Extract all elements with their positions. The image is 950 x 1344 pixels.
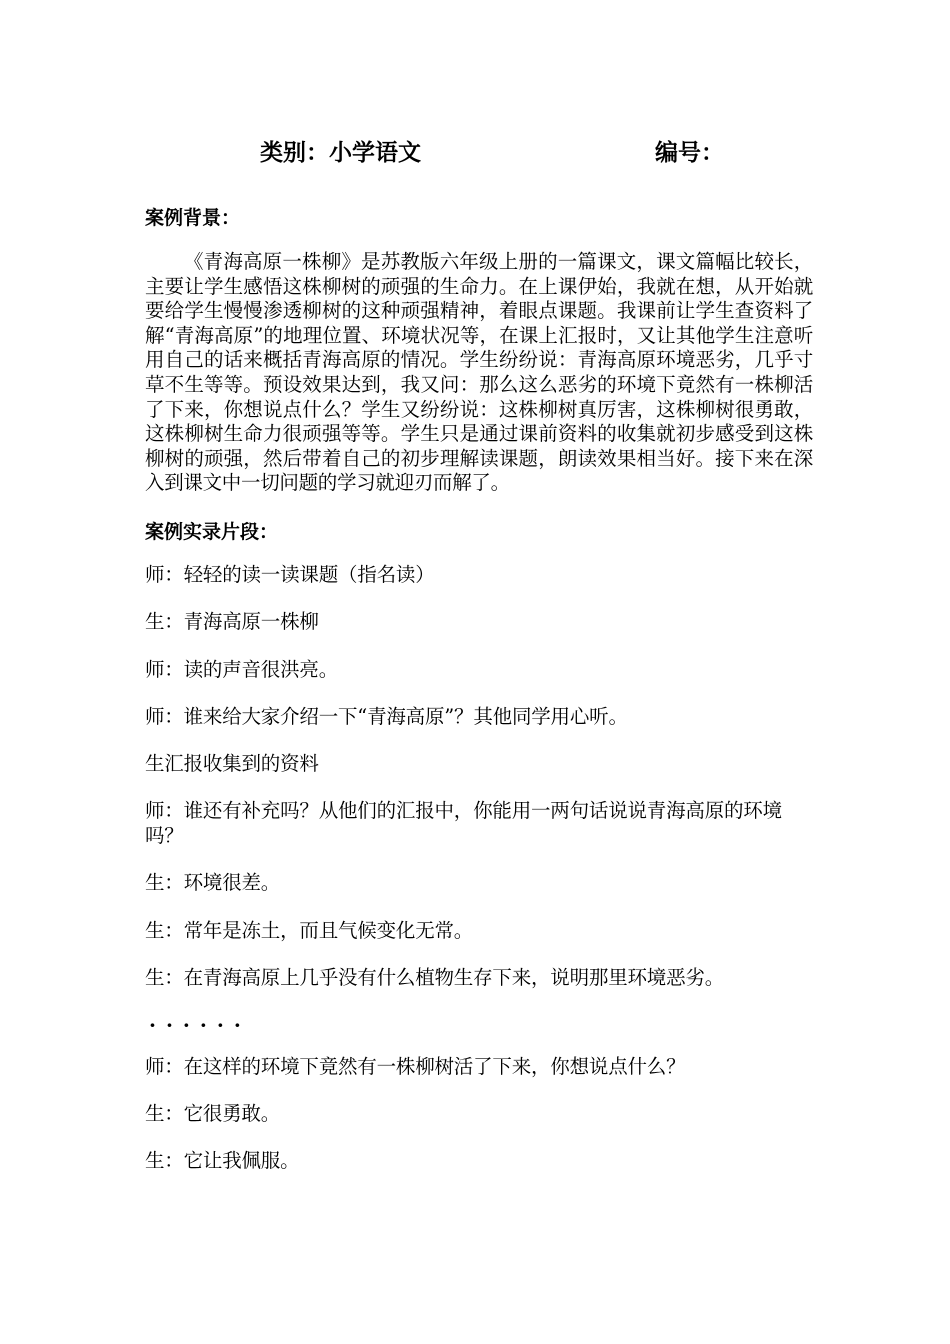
background-heading: 案例背景： xyxy=(145,207,241,229)
dialogue-line: 生：它很勇敢。 xyxy=(145,1101,281,1125)
dialogue-line: 师：读的声音很洪亮。 xyxy=(145,657,339,681)
dialogue-line: 师：谁来给大家介绍一下“青海高原”？其他同学用心听。 xyxy=(145,704,628,728)
dialogue-line: 生：常年是冻土，而且气候变化无常。 xyxy=(145,918,474,942)
dialogue-line: 师：谁还有补充吗？从他们的汇报中，你能用一两句话说说青海高原的环境吗？ xyxy=(145,799,782,847)
number-label: 编号： xyxy=(655,140,724,166)
ellipsis-dots: ······ xyxy=(149,1013,251,1038)
dialogue-line: 生：它让我佩服。 xyxy=(145,1149,300,1173)
document-header xyxy=(0,134,950,166)
dialogue-after-ellipsis xyxy=(145,1055,813,1174)
dialogue-line: 生：环境很差。 xyxy=(145,871,281,895)
dialogue-line: 生汇报收集到的资料 xyxy=(145,752,319,776)
dialogue-line: 生：青海高原一株柳 xyxy=(145,610,319,634)
background-paragraph: 《青海高原一株柳》是苏教版六年级上册的一篇课文，课文篇幅比较长，主要让学生感悟这株柳树的顽强的生命力。在上课伊始，我就在想，从开始就要给学生慢慢渗透柳树的这种顽强精神，着眼点课题。我课前让学生查资料了解“青海高原”的地理位置、环境状况等，在课上汇报时，又让其他学生注意听用自己的话来概括青海高原的情况。学生纷纷说：青海高原环境恶劣，几乎寸草不生等等。预设效果达到，我又问：那么这么恶劣的环境下竟然有一株柳活了下来，你想说点什么？学生又纷纷说：这株柳树真厉害，这株柳树很勇敢，这株柳树生命力很顽强等等。学生只是通过课前资料的收集就初步感受到这株柳树的顽强，然后带着自己的初步理解读课题，朗读效果相当好。接下来在深入到课文中一切问题的学习就迎刃而解了。 xyxy=(145,250,813,495)
category-label: 类别：小学语文 xyxy=(260,140,421,166)
record-heading: 案例实录片段： xyxy=(145,520,279,543)
dialogue-line: 生：在青海高原上几乎没有什么植物生存下来，说明那里环境恶劣。 xyxy=(145,965,725,989)
dialogue-line: 师：在这样的环境下竟然有一株柳树活了下来，你想说点什么？ xyxy=(145,1054,686,1078)
dialogue-before-ellipsis xyxy=(145,563,813,990)
dialogue-line: 师：轻轻的读一读课题（指名读） xyxy=(145,562,435,586)
document-body xyxy=(145,204,813,1174)
